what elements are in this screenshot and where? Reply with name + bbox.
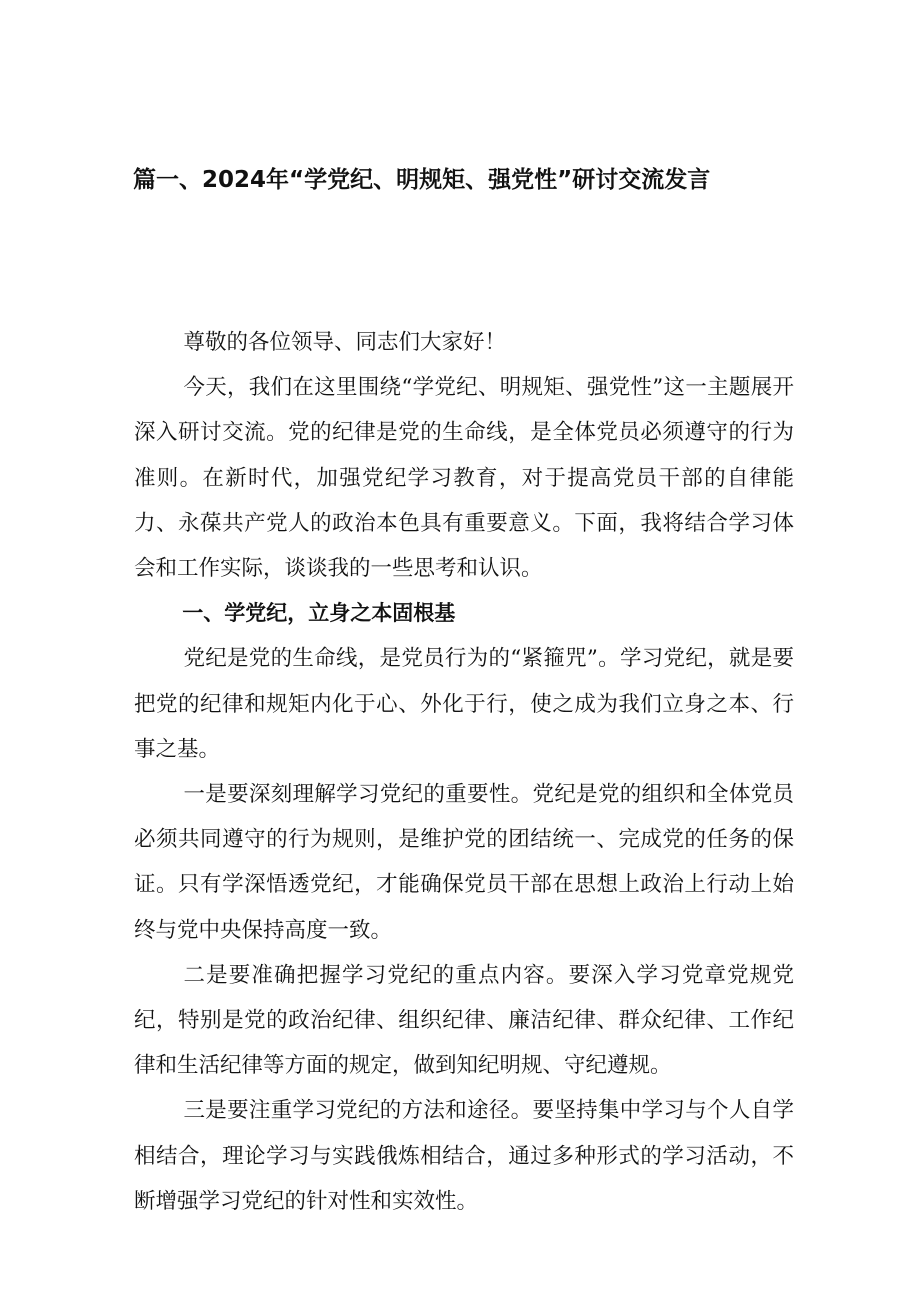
body-paragraph: 党纪是党的生命线，是党员行为的“紧箍咒”。学习党纪，就是要把党的纪律和规矩内化于心、外化于行，使之成为我们立身之本、行事之基。	[134, 646, 794, 762]
body-paragraph: 一是要深刻理解学习党纪的重要性。党纪是党的组织和全体党员必须共同遵守的行为规则，是维护党的团结统一、完成党的任务的保证。只有学深悟透党纪，才能确保党员干部在思想上政治上行动上始终与党中央保持高度一致。	[134, 782, 794, 943]
greeting-paragraph: 尊敬的各位领导、同志们大家好！	[183, 330, 506, 355]
body-paragraph: 三是要注重学习党纪的方法和途径。要坚持集中学习与个人自学相结合，理论学习与实践俄炼相结合，通过多种形式的学习活动，不断增强学习党纪的针对性和实效性。	[134, 1098, 794, 1214]
document-title: 篇一、2024年“学党纪、明规矩、强党性”研讨交流发言	[133, 167, 711, 193]
document-body	[134, 320, 794, 1224]
section-heading: 一、学党纪，立身之本固根基	[182, 601, 456, 626]
intro-paragraph: 今天，我们在这里围绕“学党纪、明规矩、强党性”这一主题展开深入研讨交流。党的纪律是党的生命线，是全体党员必须遵守的行为准则。在新时代，加强党纪学习教育，对于提高党员干部的自律能力、永葆共产党人的政治本色具有重要意义。下面，我将结合学习体会和工作实际，谈谈我的一些思考和认识。	[134, 375, 794, 582]
body-paragraph: 二是要准确把握学习党纪的重点内容。要深入学习党章党规党纪，特别是党的政治纪律、组织纪律、廉洁纪律、群众纪律、工作纪律和生活纪律等方面的规定，做到知纪明规、守纪遵规。	[134, 962, 794, 1079]
